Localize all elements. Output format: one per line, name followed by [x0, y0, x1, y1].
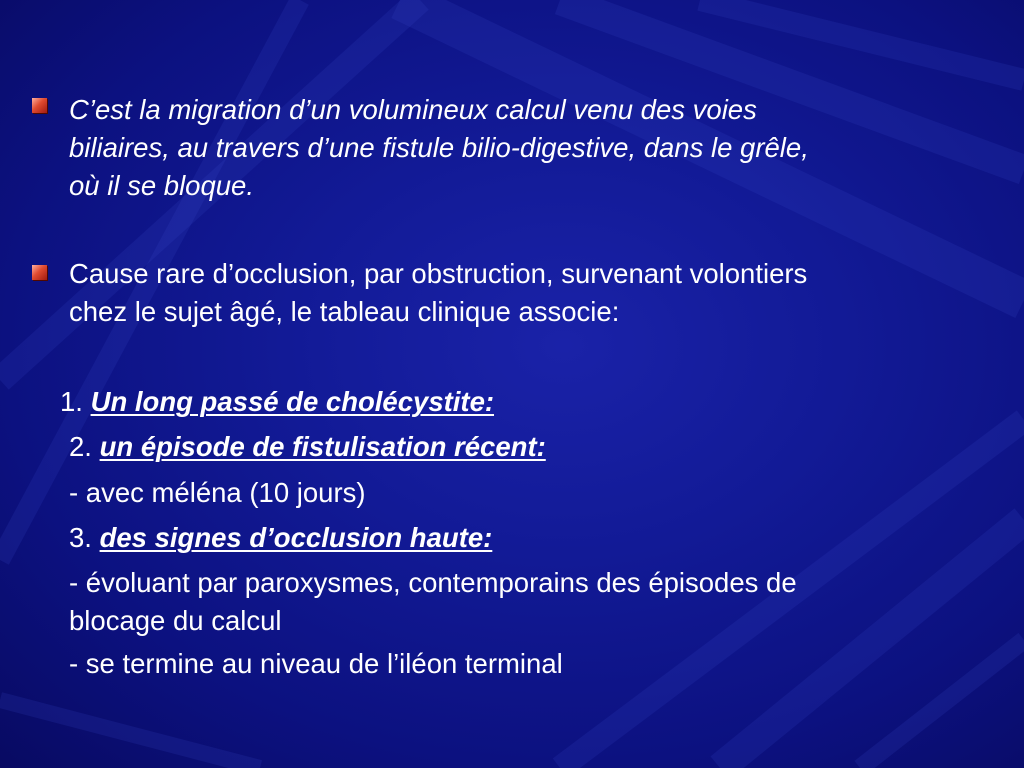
text-line: C’est la migration d’un volumineux calcul venu des voies: [69, 94, 757, 125]
item-number: 3.: [69, 522, 92, 553]
item-heading: Un long passé de cholécystite:: [90, 386, 495, 417]
item-number: 1.: [60, 386, 83, 417]
detail-melena: [69, 474, 999, 512]
text-line: - avec méléna (10 jours): [69, 477, 366, 508]
detail-paroxysms: [69, 564, 999, 640]
item-number: 2.: [69, 431, 92, 462]
item-heading: des signes d’occlusion haute:: [99, 522, 493, 553]
numbered-item-3: [69, 519, 999, 557]
bullet-marker: [32, 98, 47, 113]
text-line: blocage du calcul: [69, 605, 282, 636]
bullet-marker: [32, 265, 47, 280]
numbered-item-1: [60, 383, 990, 421]
text-line: biliaires, au travers d’une fistule bilio-digestive, dans le grêle,: [69, 132, 809, 163]
detail-ileon: [69, 645, 999, 683]
item-heading: un épisode de fistulisation récent:: [99, 431, 546, 462]
text-line: Cause rare d’occlusion, par obstruction, survenant volontiers: [69, 258, 808, 289]
text-line: où il se bloque.: [69, 170, 254, 201]
text-line: - se termine au niveau de l’iléon terminal: [69, 648, 563, 679]
text-line: chez le sujet âgé, le tableau clinique associe:: [69, 296, 620, 327]
text-line: - évoluant par paroxysmes, contemporains des épisodes de: [69, 567, 797, 598]
bullet-paragraph-migration: [69, 91, 999, 205]
bullet-paragraph-cause: [69, 255, 999, 331]
numbered-item-2: [69, 428, 999, 466]
